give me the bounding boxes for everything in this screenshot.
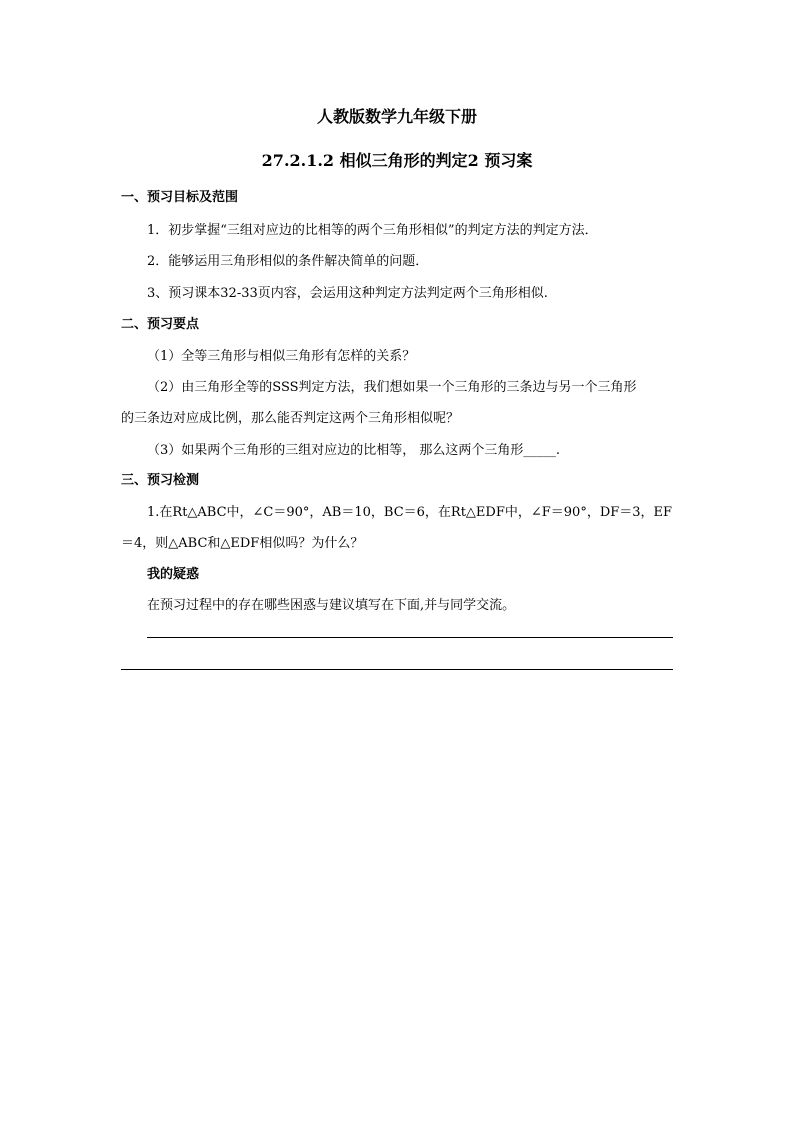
answer-line-1[interactable] <box>147 637 673 638</box>
key-point-1: （1）全等三角形与相似三角形有怎样的关系？ <box>147 349 416 364</box>
section-heading-key-points: 二、预习要点 <box>121 317 200 332</box>
key-point-2-line-1: （2）由三角形全等的SSS判定方法，我们想如果一个三角形的三条边与另一个三角形 <box>147 380 637 395</box>
key-point-2-line-2: 的三条边对应成比例，那么能否判定这两个三角形相似呢？ <box>121 411 460 426</box>
document-title: 人教版数学九年级下册 <box>316 107 477 126</box>
goal-item-2: 2．能够运用三角形相似的条件解决简单的问题． <box>147 254 429 269</box>
check-problem-line-1: 1.在Rt△ABC中，∠C＝90°，AB＝10，BC＝6，在Rt△EDF中，∠F＝90°，DF＝3，EF <box>147 505 673 520</box>
document-subtitle: 27.2.1.2 相似三角形的判定2 预习案 <box>261 151 533 170</box>
answer-line-2[interactable] <box>121 669 673 670</box>
doubts-prompt: 在预习过程中的存在哪些困惑与建议填写在下面,并与同学交流。 <box>147 598 516 613</box>
check-problem-line-2: ＝4，则△ABC和△EDF相似吗？为什么？ <box>121 536 364 551</box>
goal-item-1: 1．初步掌握“三组对应边的比相等的两个三角形相似”的判定方法的判定方法． <box>147 223 598 238</box>
goal-item-3: 3、预习课本32-33页内容，会运用这种判定方法判定两个三角形相似. <box>147 286 548 301</box>
section-heading-check: 三、预习检测 <box>121 473 200 488</box>
key-point-3: （3）如果两个三角形的三组对应边的比相等， 那么这两个三角形_____. <box>147 443 561 458</box>
section-heading-goals: 一、预习目标及范围 <box>121 190 239 205</box>
section-heading-doubts: 我的疑惑 <box>147 567 200 582</box>
